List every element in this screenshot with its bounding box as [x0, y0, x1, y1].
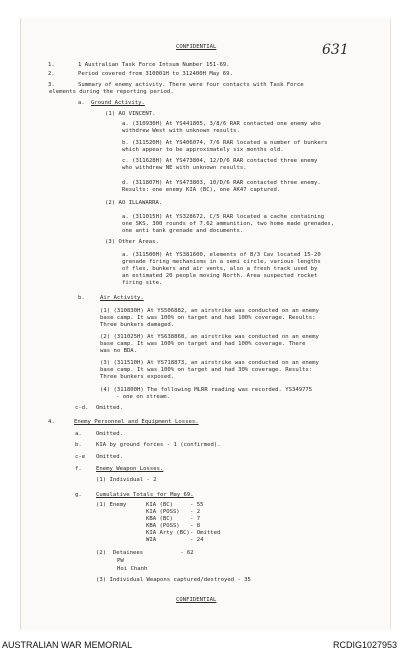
para-4b-text: KIA by ground forces - 1 (confirmed). [96, 442, 221, 448]
para-2-text: Period covered from 310001H to 312400H May 69. [78, 71, 233, 77]
illawarra-item-line: one SKS, 300 rounds of 7.62 ammunition, two home made grenades, [122, 221, 335, 227]
vincent-item-line: who withdrew NE with unknown results. [122, 165, 247, 171]
air-item-line: (2) (311025H) At YS638868, an airstrike was conducted on an enemy [100, 334, 319, 340]
para-4b-label: b. [75, 442, 82, 448]
para-4g-label: g. [75, 492, 82, 498]
totals-value: - Omitted [190, 530, 221, 536]
air-item-line: (1) (310830H) At YS506882, an airstrike was conducted on an enemy [100, 308, 319, 314]
para-2-number: 2. [48, 71, 55, 77]
vincent-item-line: b. (311520H) At YS406074, 7/6 RAR located a number of bunkers [122, 140, 328, 146]
para-4f-line: (1) Individual - 2 [96, 477, 157, 483]
para-4-number: 4. [48, 419, 55, 425]
air-activity-label: b. [78, 295, 85, 301]
para-4ce-text: Omitted. [96, 454, 123, 460]
totals-key: KBA (BC) [146, 516, 173, 522]
vincent-item-line: Results: one enemy KIA (BC), one AK47 captured. [122, 187, 281, 193]
classification-top: CONFIDENTIAL [176, 44, 217, 50]
other-areas-line: an estimated 20 people moving North. Area suspected rocket [122, 273, 318, 279]
other-areas-line: a. (311500H) At YS381600, elements of B/3 Cav located 15-20 [122, 252, 321, 258]
air-item-line: - one on stream. [116, 394, 170, 400]
vincent-item-line: which appear to be approximately six months old. [122, 147, 284, 153]
air-item-line: was no BDA. [100, 348, 138, 354]
weapons-line: (3) Individual Weapons captured/destroyed - 35 [96, 577, 251, 583]
para-4a-label: a. [75, 431, 82, 437]
classification-bottom: CONFIDENTIAL [176, 597, 217, 603]
vincent-item-line: a. (310930H) At YS441805, 3/8/6 RAR contacted one enemy who [122, 121, 321, 127]
totals-value: - 55 [190, 502, 204, 508]
para-3-line: elements during the reporting period. [49, 89, 174, 95]
ground-activity-title: Ground Activity. [91, 100, 145, 106]
footer-record-id: RCDIG1027953 [333, 640, 398, 650]
illawarra-item-line: a. (311015H) At YS328672, C/5 RAR located a cache containing [122, 214, 325, 220]
other-areas-line: grenade firing mechanisms in a semi circle, various lengths [122, 259, 321, 265]
air-item-line: Three bunkers damaged. [100, 322, 175, 328]
para-3-cd-label: c-d. [75, 405, 89, 411]
air-item-line: (3) (311510H) At YS718873, an airstrike was conducted on an enemy [100, 360, 319, 366]
totals-value: - 2 [190, 509, 201, 515]
totals-row [146, 523, 220, 530]
para-4-title: Enemy Personnel and Equipment Losses. [74, 419, 199, 425]
totals-row [146, 502, 220, 509]
air-item-line: Three bunkers exposed. [100, 374, 175, 380]
vincent-item-line: d. (311807H) At YS473803, 10/D/6 RAR contacted three enemy. [122, 180, 321, 186]
air-activity-title: Air Activity. [100, 295, 144, 301]
vincent-item-line: c. (311628H) At YS473804, 12/D/6 RAR contacted three enemy [122, 158, 318, 164]
para-4a-text: Omitted. [96, 431, 123, 437]
other-areas-line: of flex, bunkers and air vents, also a fresh track used by [122, 266, 318, 272]
para-4f-label: f. [75, 466, 82, 472]
totals-value: - 7 [190, 516, 201, 522]
pw-line: PW [117, 558, 124, 564]
other-areas-line: firing site. [122, 280, 163, 286]
cumulative-totals-list [146, 502, 220, 544]
totals-key: KIA (BC) [146, 502, 173, 508]
other-areas-heading: (3) Other Areas. [105, 239, 159, 245]
totals-key: WIA [146, 537, 157, 543]
totals-value: - 8 [190, 523, 201, 529]
hoi-chanh-line: Hoi Chanh [117, 566, 148, 572]
para-4g-title: Cumulative Totals for May 69. [96, 492, 194, 498]
ao-vincent-heading: (1) AO VINCENT. [105, 111, 156, 117]
air-item-line: base camp. It was 100% on target and had 100% coverage. Results: [100, 315, 316, 321]
air-item-line: (4) (311800H) The following MLRR reading was recorded. YS349775 [100, 387, 313, 393]
ao-illawarra-heading: (2) AO ILLAWARRA. [105, 200, 163, 206]
para-3-cd-text: Omitted. [96, 405, 123, 411]
totals-value: - 24 [190, 537, 204, 543]
para-4f-title: Enemy Weapon Losses. [96, 466, 164, 472]
totals-row [146, 509, 220, 516]
illawarra-item-line: one anti tank grenade and documents. [122, 228, 244, 234]
totals-key: KIA (POSS) [146, 509, 180, 515]
air-item-line: base camp. It was 100% on target and had 100% coverage. There [100, 341, 306, 347]
para-3-line: Summary of enemy activity. There were four contacts with Task Force [78, 82, 304, 88]
enemy-prefix: (1) Enemy [96, 502, 127, 508]
para-4ce-label: c-e [75, 454, 86, 460]
footer-source: AUSTRALIAN WAR MEMORIAL [2, 640, 133, 650]
para-1-number: 1. [48, 62, 55, 68]
ground-activity-label: a. [78, 100, 85, 106]
totals-row [146, 530, 220, 537]
para-1-text: 1 Australian Task Force Intsum Number 151-69. [78, 62, 230, 68]
para-3-number: 3. [48, 82, 55, 88]
detainees-line: (2) Detainees - 62 [96, 550, 194, 556]
totals-key: KBA (POSS) [146, 523, 180, 529]
totals-row [146, 537, 220, 544]
vincent-item-line: withdrew West with unknown results. [122, 128, 240, 134]
totals-row [146, 516, 220, 523]
air-item-line: base camp. It was 100% on target and had 30% coverage. Results: [100, 367, 313, 373]
totals-key: KIA Arty (BC) [146, 530, 190, 536]
page-number-handwritten: 631 [322, 42, 349, 58]
